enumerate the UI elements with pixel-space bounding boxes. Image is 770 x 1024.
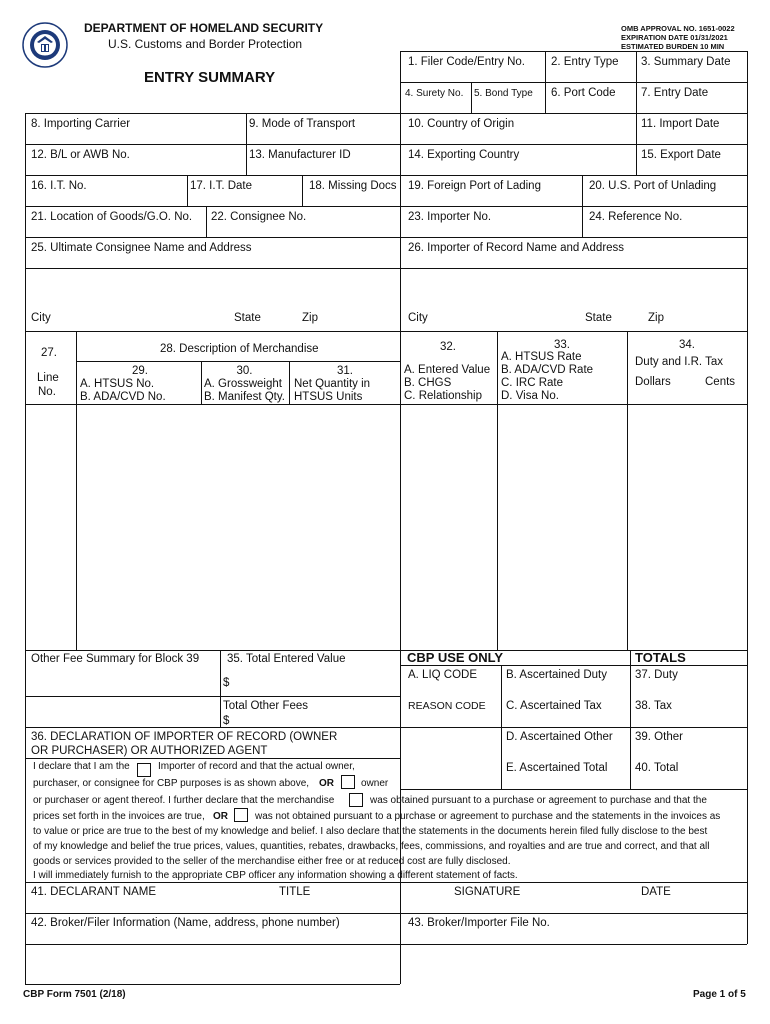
col-34-cents: Cents — [705, 376, 736, 388]
dollar-sign-2: $ — [223, 715, 230, 727]
other-fee-summary-label: Other Fee Summary for Block 39 — [31, 653, 200, 665]
col-34-a: Duty and I.R. Tax — [635, 356, 723, 368]
field-17-label: 17. I.T. Date — [190, 180, 253, 192]
col-30-a: A. Grossweight — [204, 378, 282, 390]
grid-line-horizontal — [400, 51, 747, 52]
col-33-c: C. IRC Rate — [501, 377, 563, 389]
field-22-label: 22. Consignee No. — [211, 211, 307, 223]
col-31-label: 31. — [337, 365, 353, 377]
reason-code-label: REASON CODE — [408, 700, 486, 712]
field-4-label: 4. Surety No. — [405, 88, 464, 99]
owner-checkbox[interactable] — [341, 775, 355, 789]
field-36-heading-1: 36. DECLARATION OF IMPORTER OF RECORD (OWNER — [31, 731, 338, 743]
grid-line-vertical — [630, 650, 631, 789]
field-11-label: 11. Import Date — [641, 118, 720, 130]
field-38-label: 38. Tax — [635, 700, 672, 712]
declaration-line-4b: was not obtained pursuant to a purchase or agreement to purchase and the statements in the invoices as — [255, 811, 721, 822]
grid-line-vertical — [545, 51, 546, 113]
grid-line-horizontal — [25, 113, 747, 114]
field-26-label: 26. Importer of Record Name and Address — [408, 242, 625, 254]
col-31-a: Net Quantity in — [294, 378, 371, 390]
field-23-label: 23. Importer No. — [408, 211, 492, 223]
field-13-label: 13. Manufacturer ID — [249, 149, 351, 161]
grid-line-horizontal — [25, 404, 747, 405]
importer-of-record-checkbox[interactable] — [137, 763, 151, 777]
grid-line-vertical — [25, 113, 26, 984]
grid-line-vertical — [501, 665, 502, 789]
grid-line-horizontal — [25, 144, 747, 145]
declaration-or-1: OR — [319, 778, 334, 789]
field-41-label: 41. DECLARANT NAME — [31, 886, 157, 898]
col-34-label: 34. — [679, 339, 695, 351]
field-6-label: 6. Port Code — [551, 87, 616, 99]
col-32-a: A. Entered Value — [404, 364, 491, 376]
field-14-label: 14. Exporting Country — [408, 149, 520, 161]
importer-city-label: City — [408, 312, 428, 324]
declaration-line-1a: I declare that I am the — [33, 761, 130, 772]
grid-line-vertical — [627, 331, 628, 650]
grid-line-vertical — [636, 51, 637, 113]
grid-line-horizontal — [25, 944, 747, 945]
grid-line-horizontal — [25, 268, 747, 269]
declaration-line-3b: was obtained pursuant to a purchase or agreement to purchase and that the — [370, 795, 707, 806]
field-21-label: 21. Location of Goods/G.O. No. — [31, 211, 193, 223]
col-27-label: 27. — [41, 347, 57, 359]
grid-line-horizontal — [400, 82, 747, 83]
grid-line-horizontal — [25, 913, 747, 914]
consignee-state-label: State — [234, 312, 261, 324]
estimated-burden: ESTIMATED BURDEN 10 MIN — [621, 42, 725, 51]
not-obtained-purchase-checkbox[interactable] — [234, 808, 248, 822]
field-35-label: 35. Total Entered Value — [227, 653, 346, 665]
col-32-c: C. Relationship — [404, 390, 482, 402]
field-40-label: 40. Total — [635, 762, 679, 774]
grid-line-horizontal — [25, 882, 747, 883]
field-3-label: 3. Summary Date — [641, 56, 731, 68]
col-33-b: B. ADA/CVD Rate — [501, 364, 594, 376]
declaration-line-8: I will immediately furnish to the appropriate CBP officer any information showing a different statement of facts. — [33, 870, 518, 881]
grid-line-vertical — [187, 175, 188, 206]
ascertained-tax-label: C. Ascertained Tax — [506, 700, 602, 712]
col-32-label: 32. — [440, 341, 456, 353]
declaration-line-4a: prices set forth in the invoices are true, — [33, 811, 205, 822]
declaration-line-3a: or purchaser or agent thereof. I further declare that the merchandise — [33, 795, 335, 806]
expiration-date: EXPIRATION DATE 01/31/2021 — [621, 33, 728, 42]
col-31-b: HTSUS Units — [294, 391, 363, 403]
dhs-seal-logo — [22, 22, 68, 68]
ascertained-duty-label: B. Ascertained Duty — [506, 669, 607, 681]
grid-line-vertical — [636, 113, 637, 175]
grid-line-vertical — [220, 650, 221, 727]
grid-line-vertical — [747, 51, 748, 944]
col-34-dollars: Dollars — [635, 376, 671, 388]
total-other-fees-label: Total Other Fees — [223, 700, 309, 712]
page-number: Page 1 of 5 — [693, 989, 746, 1000]
col-33-label: 33. — [554, 339, 570, 351]
obtained-purchase-checkbox[interactable] — [349, 793, 363, 807]
grid-line-vertical — [246, 113, 247, 175]
grid-line-horizontal — [25, 727, 747, 728]
field-36-heading-2: OR PURCHASER) OR AUTHORIZED AGENT — [31, 745, 268, 757]
field-18-label: 18. Missing Docs — [309, 180, 397, 192]
grid-line-horizontal — [25, 758, 400, 759]
grid-line-vertical — [206, 206, 207, 237]
field-19-label: 19. Foreign Port of Lading — [408, 180, 541, 192]
declaration-line-6: of my knowledge and belief the true prices, values, quantities, rebates, drawbacks, fees, commissions, and royalties and are true and correct, and that all — [33, 841, 710, 852]
omb-approval: OMB APPROVAL NO. 1651-0022 — [621, 24, 735, 33]
importer-state-label: State — [585, 312, 612, 324]
col-27-no: No. — [38, 386, 56, 398]
field-39-label: 39. Other — [635, 731, 683, 743]
field-8-label: 8. Importing Carrier — [31, 118, 131, 130]
col-33-a: A. HTSUS Rate — [501, 351, 582, 363]
col-27-line: Line — [37, 372, 59, 384]
grid-line-vertical — [582, 175, 583, 237]
field-9-label: 9. Mode of Transport — [249, 118, 356, 130]
signature-label: SIGNATURE — [454, 886, 521, 898]
ascertained-other-label: D. Ascertained Other — [506, 731, 613, 743]
declaration-line-7: goods or services provided to the seller of the merchandise either free or at reduced cost are fully disclosed. — [33, 856, 511, 867]
field-43-label: 43. Broker/Importer File No. — [408, 917, 550, 929]
col-32-b: B. CHGS — [404, 377, 452, 389]
grid-line-horizontal — [76, 361, 400, 362]
field-2-label: 2. Entry Type — [551, 56, 619, 68]
field-16-label: 16. I.T. No. — [31, 180, 87, 192]
dollar-sign-1: $ — [223, 677, 230, 689]
importer-zip-label: Zip — [648, 312, 664, 324]
grid-line-vertical — [471, 82, 472, 113]
consignee-city-label: City — [31, 312, 51, 324]
field-7-label: 7. Entry Date — [641, 87, 709, 99]
liq-code-label: A. LIQ CODE — [408, 669, 478, 681]
grid-line-horizontal — [25, 331, 747, 332]
col-28-label: 28. Description of Merchandise — [160, 343, 319, 355]
grid-line-horizontal — [400, 789, 747, 790]
field-12-label: 12. B/L or AWB No. — [31, 149, 130, 161]
field-5-label: 5. Bond Type — [474, 88, 533, 99]
grid-line-horizontal — [25, 237, 747, 238]
declaration-line-2a: purchaser, or consignee for CBP purposes is as shown above, — [33, 778, 310, 789]
consignee-zip-label: Zip — [302, 312, 318, 324]
grid-line-horizontal — [25, 984, 400, 985]
field-10-label: 10. Country of Origin — [408, 118, 515, 130]
title-label: TITLE — [279, 886, 311, 898]
totals-heading: TOTALS — [635, 650, 686, 665]
agency-name: DEPARTMENT OF HOMELAND SECURITY — [84, 21, 324, 35]
field-1-label: 1. Filer Code/Entry No. — [408, 56, 525, 68]
form-number: CBP Form 7501 (2/18) — [23, 989, 126, 1000]
declaration-line-1b: Importer of record and that the actual owner, — [158, 761, 355, 772]
grid-line-vertical — [400, 913, 401, 984]
field-20-label: 20. U.S. Port of Unlading — [589, 180, 717, 192]
field-25-label: 25. Ultimate Consignee Name and Address — [31, 242, 252, 254]
subagency-name: U.S. Customs and Border Protection — [108, 37, 303, 51]
declaration-line-5: to value or price are true to the best of my knowledge and belief. I also declare that the statements in the documents herein filed fully disclose to the best — [33, 826, 708, 837]
declaration-line-2b: owner — [361, 778, 389, 789]
grid-line-horizontal — [400, 665, 747, 666]
grid-line-vertical — [497, 331, 498, 650]
field-37-label: 37. Duty — [635, 669, 678, 681]
date-label: DATE — [641, 886, 671, 898]
field-24-label: 24. Reference No. — [589, 211, 683, 223]
cbp-use-only-heading: CBP USE ONLY — [407, 650, 504, 665]
col-29-b: B. ADA/CVD No. — [80, 391, 166, 403]
grid-line-horizontal — [25, 175, 747, 176]
declaration-or-2: OR — [213, 811, 228, 822]
grid-line-horizontal — [25, 696, 400, 697]
grid-line-vertical — [76, 331, 77, 650]
form-title: ENTRY SUMMARY — [144, 69, 276, 86]
col-33-d: D. Visa No. — [501, 390, 559, 402]
col-29-a: A. HTSUS No. — [80, 378, 155, 390]
grid-line-vertical — [302, 175, 303, 206]
field-42-label: 42. Broker/Filer Information (Name, address, phone number) — [31, 917, 340, 929]
ascertained-total-label: E. Ascertained Total — [506, 762, 608, 774]
field-15-label: 15. Export Date — [641, 149, 721, 161]
grid-line-horizontal — [25, 206, 747, 207]
col-30-b: B. Manifest Qty. — [204, 391, 285, 403]
col-29-label: 29. — [132, 365, 148, 377]
col-30-label: 30. — [236, 365, 253, 377]
